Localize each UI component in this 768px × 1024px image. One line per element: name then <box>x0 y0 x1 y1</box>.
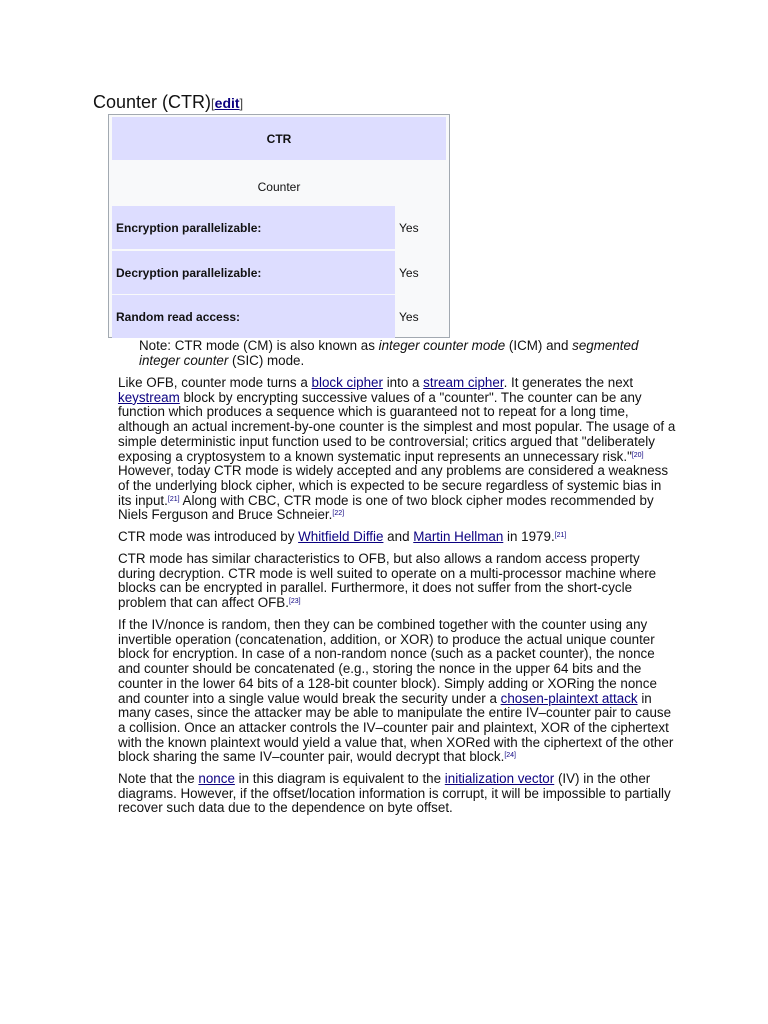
paragraph-2 <box>118 530 678 545</box>
infobox-subtitle: Counter <box>257 180 301 194</box>
paragraph-text: in this diagram is equivalent to the <box>234 771 445 786</box>
citation-23[interactable]: [23] <box>288 598 301 606</box>
infobox-title: CTR <box>112 117 446 160</box>
citation-22[interactable]: [22] <box>332 510 345 518</box>
citation-24[interactable]: [24] <box>504 752 516 760</box>
infobox <box>108 114 450 338</box>
section-heading <box>93 90 243 116</box>
citation-21[interactable]: [21] <box>167 495 180 503</box>
note-term-sic: segmented integer counter <box>139 338 639 368</box>
infobox-value-random-access: Yes <box>399 309 419 324</box>
paragraph-text: in 1979. <box>503 529 555 544</box>
paragraph-text: CTR mode was introduced by <box>118 529 299 544</box>
infobox-value-encryption: Yes <box>399 220 419 235</box>
paragraph-4 <box>118 618 678 765</box>
link-stream-cipher[interactable]: stream cipher <box>423 375 504 390</box>
infobox-value-decryption: Yes <box>399 265 419 280</box>
paragraph-text: block by encrypting successive values of a "counter". The counter can be any function which produces a sequence which is guaranteed not to repeat for a long time, although an actual increment-by-one counter is the simplest and most popular. The usage of a simple deterministic input function used to be controversial; critics argued that "deliberately exposing a cryptosystem to a known systematic input represents an unnecessary risk." <box>118 389 676 464</box>
link-block-cipher[interactable]: block cipher <box>311 375 383 390</box>
link-martin-hellman[interactable]: Martin Hellman <box>413 529 504 544</box>
edit-link[interactable]: edit <box>214 95 240 111</box>
paragraph-text: and <box>383 529 414 544</box>
edit-bracket-open: [ <box>211 96 215 111</box>
link-nonce[interactable]: nonce <box>198 771 235 786</box>
paragraph-5 <box>118 772 678 816</box>
link-whitfield-diffie[interactable]: Whitfield Diffie <box>298 529 384 544</box>
edit-bracket-close: ] <box>239 96 244 111</box>
paragraph-text: . It generates the next <box>503 375 634 390</box>
paragraph-text: (IV) in the other diagrams. However, if the offset/location information is corrupt, it will be impossible to partially recover such data due to the dependence on byte offset. <box>118 771 671 816</box>
note-text: (SIC) mode. <box>228 352 305 368</box>
link-initialization-vector[interactable]: initialization vector <box>444 771 555 786</box>
link-chosen-plaintext-attack[interactable]: chosen-plaintext attack <box>500 690 638 706</box>
infobox-label-decryption: Decryption parallelizable: <box>112 251 395 294</box>
paragraph-text: If the IV/nonce is random, then they can be combined together with the counter using any invertible operation (concatenation, addition, or XOR) to produce the actual unique counter block for encryption. In case of a non-random nonce (such as a packet counter), the nonce and counter should be concatenated (e.g., storing the nonce in the upper 64 bits and the counter in the lower 64 bits of a 128-bit counter block). Simply adding or XORing the nonce and counter into a single value would break the security under a <box>118 617 657 706</box>
paragraph-text: Along with CBC, CTR mode is one of two block cipher modes recommended by Niels Ferguson and Bruce Schneier. <box>118 492 654 523</box>
note-text: Note: CTR mode (CM) is also known as <box>139 338 379 353</box>
paragraph-text: Note that the <box>118 771 199 786</box>
note-term-icm: integer counter mode <box>378 338 506 353</box>
link-keystream[interactable]: keystream <box>118 389 180 405</box>
hatnote <box>139 339 669 368</box>
paragraph-3 <box>118 552 678 611</box>
note-text: (ICM) and <box>505 338 573 353</box>
citation-21[interactable]: [21] <box>554 532 567 539</box>
paragraph-text: However, today CTR mode is widely accepted and any problems are considered a weakness of the underlying block cipher, which is expected to be secure regardless of systemic bias in its input. <box>118 463 669 508</box>
paragraph-text: in many cases, since the attacker may be able to manipulate the entire IV–counter pair to cause a collision. Once an attacker controls the IV–counter pair and plaintext, XOR of the ciphertext with the known plaintext would yield a value that, when XORed with the ciphertext of the other block sharing the same IV–counter pair, would decrypt that block. <box>118 690 674 765</box>
paragraph-text: into a <box>382 375 424 390</box>
paragraph-text: Like OFB, counter mode turns a <box>118 375 312 390</box>
paragraph-1 <box>118 376 678 523</box>
citation-20[interactable]: [20] <box>631 451 644 459</box>
infobox-label-random-access: Random read access: <box>112 295 395 338</box>
paragraph-text: CTR mode has similar characteristics to OFB, but also allows a random access property during decryption. CTR mode is well suited to operate on a multi-processor machine where blocks can be encrypted in parallel. Furthermore, it does not suffer from the short-cycle problem that can affect OFB. <box>118 551 657 611</box>
infobox-label-encryption: Encryption parallelizable: <box>112 206 395 249</box>
section-title: Counter (CTR) <box>93 92 212 112</box>
